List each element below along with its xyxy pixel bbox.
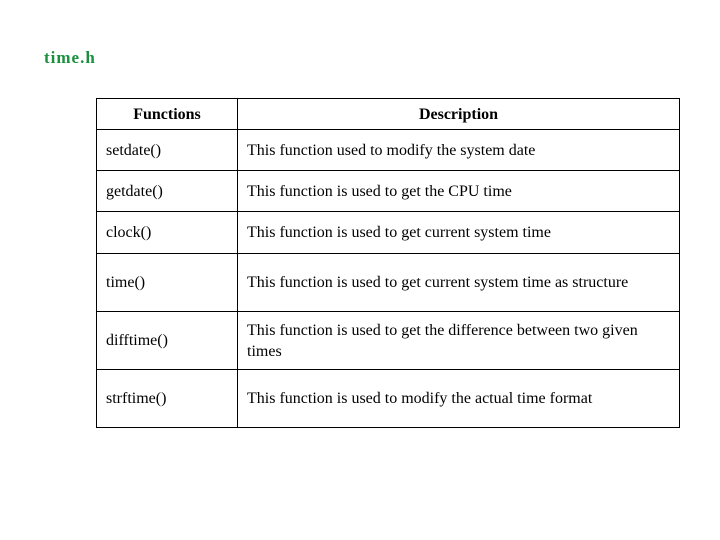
function-name-cell: time()	[97, 254, 238, 312]
table-row	[97, 254, 680, 312]
description-cell: This function is used to get current system time as structure	[238, 254, 680, 312]
functions-table	[96, 98, 680, 428]
page-title: time.h	[44, 48, 96, 67]
description-cell: This function used to modify the system date	[238, 130, 680, 171]
table-row	[97, 130, 680, 171]
description-cell: This function is used to modify the actual time format	[238, 370, 680, 428]
description-cell: This function is used to get the difference between two given times	[238, 312, 680, 370]
function-name-cell: strftime()	[97, 370, 238, 428]
description-cell: This function is used to get current system time	[238, 212, 680, 254]
function-name-cell: setdate()	[97, 130, 238, 171]
function-name-cell: clock()	[97, 212, 238, 254]
column-header-description: Description	[238, 99, 680, 130]
table-row	[97, 171, 680, 212]
table-row	[97, 370, 680, 428]
table-row	[97, 312, 680, 370]
description-cell: This function is used to get the CPU time	[238, 171, 680, 212]
function-name-cell: difftime()	[97, 312, 238, 370]
table-row	[97, 212, 680, 254]
column-header-functions: Functions	[97, 99, 238, 130]
table-header-row	[97, 99, 680, 130]
function-name-cell: getdate()	[97, 171, 238, 212]
